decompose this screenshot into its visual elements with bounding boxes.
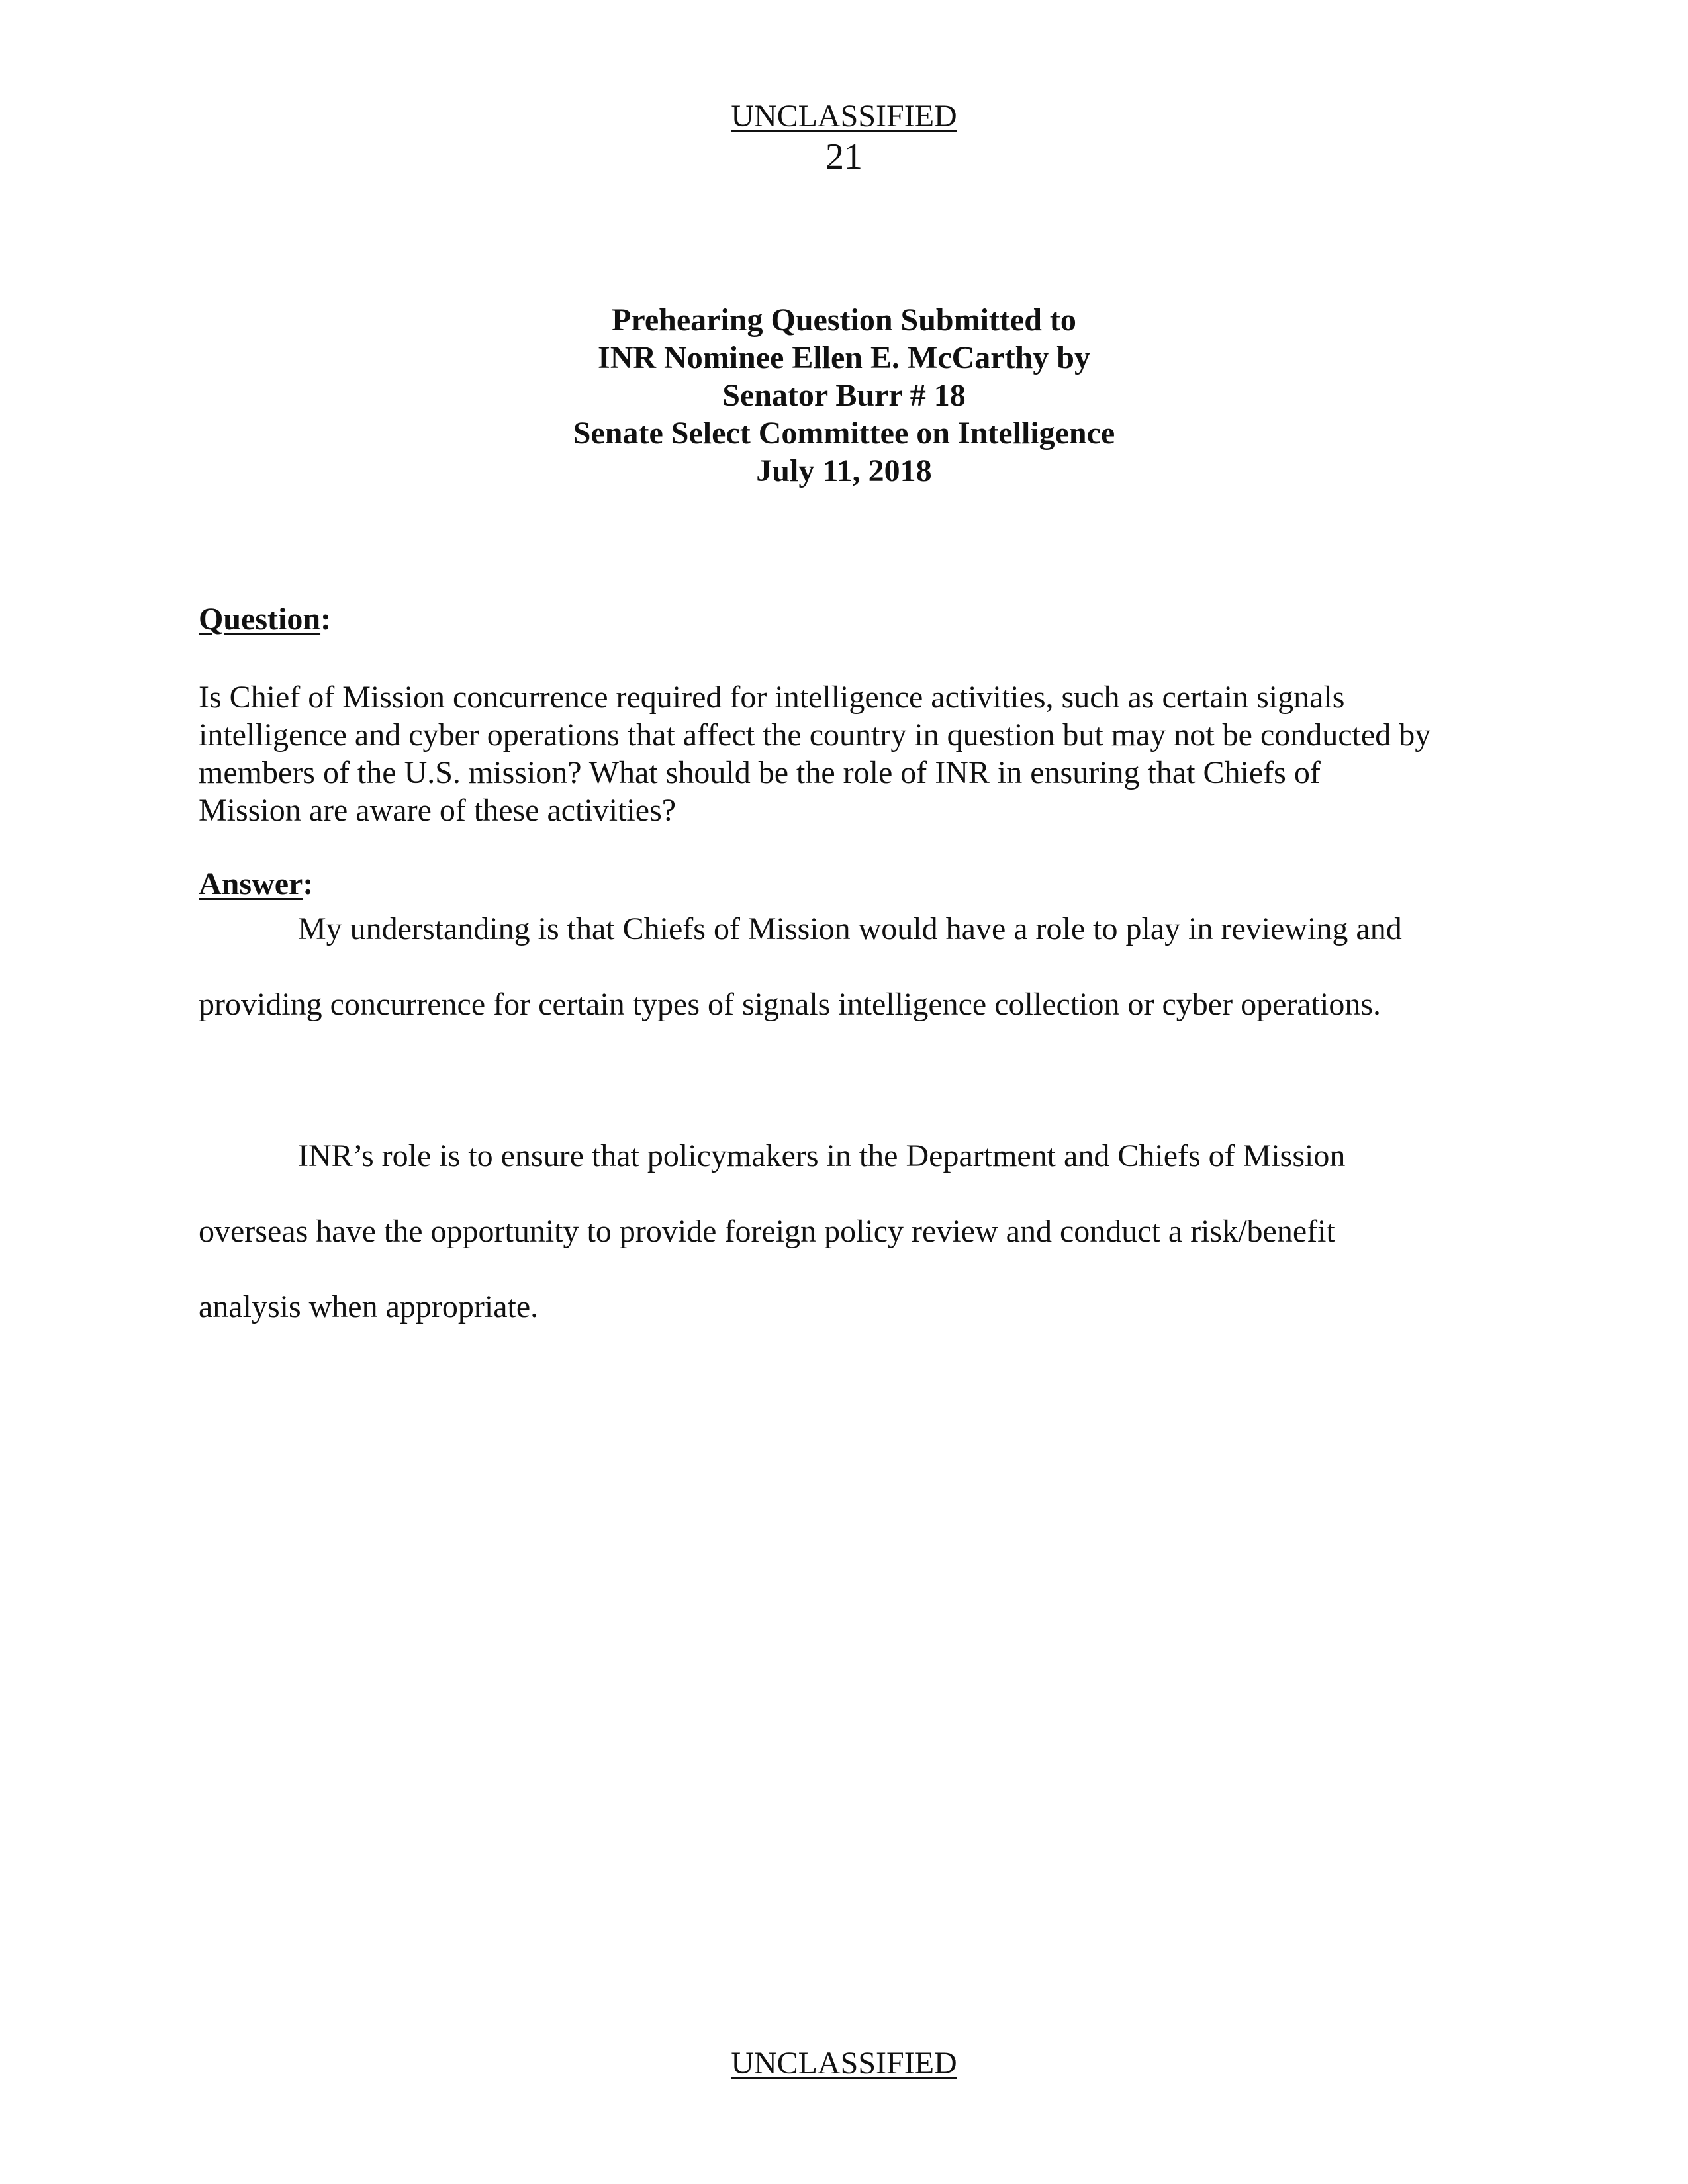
footer-classification-marking: UNCLASSIFIED: [731, 2046, 957, 2081]
page-number: 21: [825, 136, 863, 177]
title-line: Senate Select Committee on Intelligence: [573, 416, 1115, 451]
question-line: intelligence and cyber operations that affect the country in question but may not be conducted by: [199, 717, 1431, 752]
question-line: members of the U.S. mission? What should be the role of INR in ensuring that Chiefs of: [199, 755, 1321, 790]
question-heading-colon: :: [320, 602, 332, 637]
answer-line: analysis when appropriate.: [199, 1289, 539, 1324]
question-heading: [199, 601, 331, 637]
question-line: Is Chief of Mission concurrence required for intelligence activities, such as certain signals: [199, 680, 1345, 715]
answer-heading-label: Answer: [199, 866, 303, 901]
answer-heading-colon: :: [303, 866, 314, 901]
answer-paragraph-1: [199, 891, 1496, 1042]
title-line: INR Nominee Ellen E. McCarthy by: [598, 340, 1090, 375]
answer-line: overseas have the opportunity to provide foreign policy review and conduct a risk/benefit: [199, 1214, 1335, 1249]
answer-line: INR’s role is to ensure that policymakers in the Department and Chiefs of Mission: [298, 1138, 1346, 1173]
title-line: Prehearing Question Submitted to: [612, 302, 1076, 338]
answer-line: My understanding is that Chiefs of Mission would have a role to play in reviewing and: [298, 911, 1402, 946]
question-heading-label: Question: [199, 602, 321, 637]
title-line: Senator Burr # 18: [722, 378, 966, 413]
title-date: July 11, 2018: [756, 453, 932, 488]
header-classification-marking: UNCLASSIFIED: [731, 99, 957, 134]
answer-paragraph-2: [199, 1118, 1496, 1345]
document-title: [0, 301, 1688, 490]
question-text: [199, 678, 1496, 829]
question-line: Mission are aware of these activities?: [199, 793, 677, 828]
answer-line: providing concurrence for certain types of signals intelligence collection or cyber operations.: [199, 987, 1382, 1022]
